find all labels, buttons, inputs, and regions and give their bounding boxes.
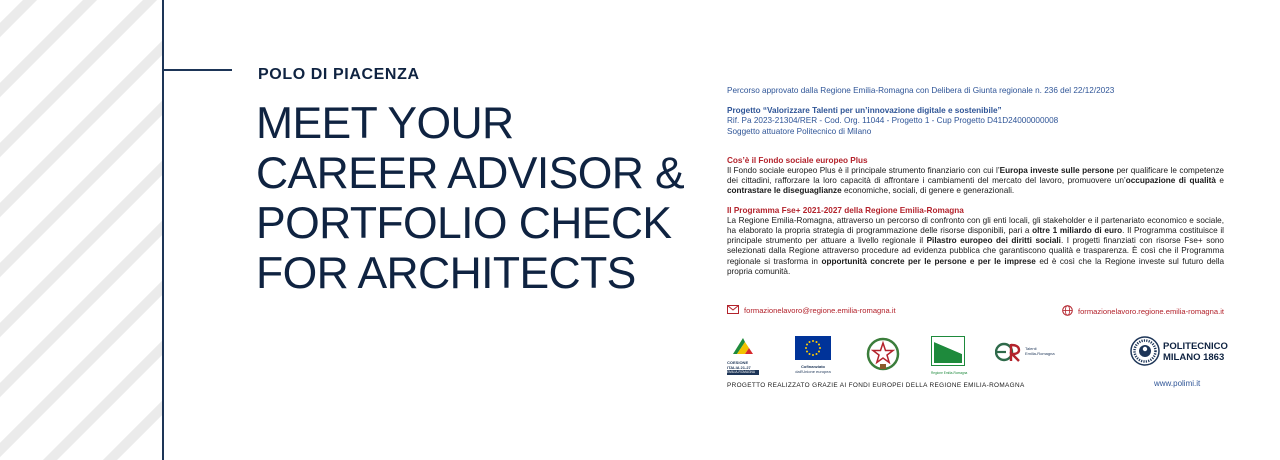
headline <box>256 99 696 299</box>
project-title: Progetto “Valorizzare Talenti per un’innovazione digitale e sostenibile” <box>727 106 1002 116</box>
location-label: POLO DI PIACENZA <box>258 66 420 83</box>
politecnico-seal-logo <box>1130 336 1160 366</box>
headline-line-3: PORTFOLIO CHECK <box>256 199 672 248</box>
eu-flag-logo: Cofinanziato dall'Unione europea <box>795 336 831 374</box>
emilia-romagna-region-logo: Regione Emilia-Romagna <box>931 336 965 372</box>
mail-icon <box>727 305 739 316</box>
fse-title: Cos’è il Fondo sociale europeo Plus <box>727 155 868 165</box>
coesione-italia-logo: COESIONE ITALIA 21-27 EMILIA-ROMAGNA <box>727 336 759 374</box>
horizontal-accent-line <box>162 69 232 71</box>
diagonal-stripes-decoration <box>0 0 162 460</box>
polimi-website-link[interactable]: www.polimi.it <box>1154 379 1201 388</box>
project-reference: Rif. Pa 2023-21304/RER - Cod. Org. 11044 - Progetto 1 - Cup Progetto D41D24000000008 <box>727 116 1059 126</box>
email-link[interactable]: formazionelavoro@regione.emilia-romagna.it <box>744 306 896 315</box>
email-contact[interactable] <box>727 305 896 316</box>
funding-note: PROGETTO REALIZZATO GRAZIE AI FONDI EUROPEI DELLA REGIONE EMILIA-ROMAGNA <box>727 382 1025 389</box>
project-info <box>727 86 1224 277</box>
programma-text: La Regione Emilia-Romagna, attraverso un percorso di confronto con gli enti locali, gli stakeholder e il partenariato economico e sociale, ha elaborato la propria strategia di programmazione delle risorse disponibili, pari a oltre 1 miliardo di euro. Il Programma costituisce il principale strumento per attuare a livello regionale il Pilastro europeo dei diritti sociali. I progetti finanziati con risorse Fse+ sono selezionati dalla Regione attraverso procedure ad evidenza pubblica che garantiscono qualità e trasparenza. È così che il Programma regionale si trasforma in opportunità concrete per le persone e per le imprese ed è così che la Regione investe sul futuro della propria comunità. <box>727 215 1225 276</box>
fse-text: Il Fondo sociale europeo Plus è il principale strumento finanziario con cui l’Europa investe sulle persone per qualificare le competenze dei cittadini, rafforzare la loro capacità di affrontare i cambiamenti del mercato del lavoro, promuovere un’occupazione di qualità e contrastare le diseguaglianze economiche, sociali, di genere e generazionali. <box>727 166 1224 196</box>
fse-section <box>727 156 1224 197</box>
programma-section <box>727 206 1224 277</box>
project-actuator: Soggetto attuatore Politecnico di Milano <box>727 126 872 136</box>
contacts-row <box>727 305 1224 317</box>
headline-line-1: MEET YOUR <box>256 99 514 148</box>
website-contact[interactable] <box>1062 305 1224 318</box>
approval-note: Percorso approvato dalla Regione Emilia-Romagna con Delibera di Giunta regionale n. 236 del 22/12/2023 <box>727 86 1115 95</box>
headline-line-2: CAREER ADVISOR & <box>256 149 685 198</box>
globe-icon <box>1062 305 1073 318</box>
programma-title: Il Programma Fse+ 2021-2027 della Regione Emilia-Romagna <box>727 205 964 215</box>
politecnico-wordmark: POLITECNICO MILANO 1863 <box>1163 341 1228 363</box>
headline-line-4: FOR ARCHITECTS <box>256 249 636 298</box>
italian-republic-emblem <box>866 336 900 372</box>
talenti-er-logo: Talenti Emilia-Romagna <box>995 340 1059 366</box>
website-link[interactable]: formazionelavoro.regione.emilia-romagna.it <box>1077 307 1224 316</box>
